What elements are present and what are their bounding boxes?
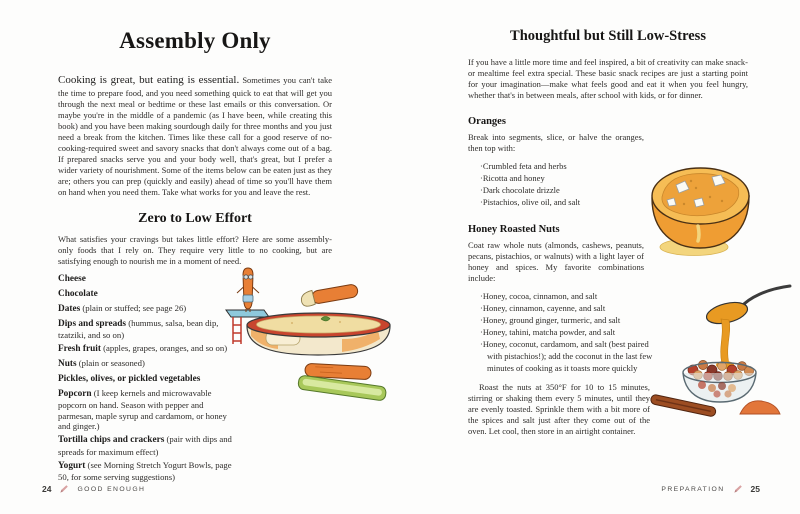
food-detail: (hummus, salsa, bean dip, tzatziki, and so on) <box>58 317 219 341</box>
list-item <box>58 373 240 385</box>
list-item <box>58 388 240 432</box>
intro-paragraph: If you have a little more time and feel inspired, a bit of creativity can make snack- or mealtime feel extra special. These basic snack recipes are just a starting point for your imagination—make what feels good and eat it when you feel hungry, whether that's in between meals, after school with kids, or for dinner. <box>468 57 748 101</box>
carrot-hummus-pool-illustration <box>220 262 394 404</box>
page-title: Assembly Only <box>119 28 271 53</box>
list-item <box>58 318 240 341</box>
hummus-pool <box>247 313 390 355</box>
page-number: 25 <box>750 484 760 494</box>
list-item: · Honey, ground ginger, turmeric, and salt <box>480 314 656 326</box>
spice-pile <box>740 401 780 414</box>
celery-stick <box>298 375 387 401</box>
honey-spoon <box>704 286 790 369</box>
subsection-title-oranges: Oranges <box>468 116 506 128</box>
food-name: Fresh fruit <box>58 344 101 355</box>
pencil-icon <box>733 484 743 494</box>
left-page-footer <box>42 484 145 494</box>
list-item <box>58 460 240 483</box>
food-name: Tortilla chips and crackers <box>58 435 165 446</box>
list-item: · Honey, coconut, cardamom, and salt (best paired with pistachios!); add the coconut in the last few minutes of cooking as it toasts more quickly <box>480 338 656 374</box>
list-item <box>58 343 240 355</box>
swim-trunks <box>243 295 253 302</box>
carrot-character <box>237 268 259 312</box>
orange-half <box>652 168 749 248</box>
running-chapter-title: PREPARATION <box>661 485 725 493</box>
food-name: Yogurt <box>58 460 86 471</box>
food-detail: (plain or stuffed; see page 26) <box>82 302 187 313</box>
right-page-footer <box>661 484 760 494</box>
honey-roasted-nuts-illustration <box>644 280 794 422</box>
section-intro: What satisfies your cravings but takes little effort? Here are some assembly-only foods that I rely on. They require very little to no cooking, but are satisfying enough to nourish me in a moment of need. <box>58 234 332 267</box>
list-item: · Pistachios, olive oil, and salt <box>480 196 656 208</box>
subsection-title-honey-roasted-nuts: Honey Roasted Nuts <box>468 223 560 235</box>
section-title: Zero to Low Effort <box>138 211 252 227</box>
honey-nuts-intro: Coat raw whole nuts (almonds, cashews, peanuts, pecans, pistachios, or walnuts) with a light layer of honey and spices. My favorite combinations include: <box>468 239 644 283</box>
roasting-instructions: Roast the nuts at 350°F for 10 to 15 minutes, stirring or shaking them every 5 minutes, until they are evenly toasted. Sprinkle them with a bit more of the spices and salt just after they come out of the oven. Let cool, then store in an airtight container. <box>468 382 650 437</box>
intro-body-text: Sometimes you can't take the time to prepare food, and you need something quick to eat that will get you through the next meal or bedtime or these last emails or this conversation. Or maybe you're in the middle of a pandemic (as I have been, while creating this book) and you have been making sourdough daily for three months and you just need a break from the kitchen. Times like these call for a good reserve of no-cooking-required sweet and savory snacks that don't always come out of a bag. If prepared snacks serve you and your body well, that's great, but I prefer a wider variety of nourishment. Some of the items below can be eaten just as they are; others you can prep (quickly and easily) ahead of time so you'll have them on hand when you need them. Take what works for you and leave the rest. <box>58 75 333 198</box>
honey-nuts-combinations-list <box>468 290 656 374</box>
list-item <box>58 358 240 370</box>
intro-paragraph <box>58 73 332 198</box>
food-name: Popcorn <box>58 388 92 399</box>
list-item: · Honey, cocoa, cinnamon, and salt <box>480 290 656 302</box>
list-item: · Honey, cinnamon, cayenne, and salt <box>480 302 656 314</box>
nut-bowl <box>683 360 756 402</box>
oranges-intro: Break into segments, slice, or halve the oranges, then top with: <box>468 132 644 154</box>
list-item <box>58 273 240 285</box>
food-detail: (I keep kernels and microwavable popcorn on hand. Season with pepper and parmesan, maple syrup and cardamom, or honey and ginger.) <box>58 387 227 432</box>
list-item: · Crumbled feta and herbs <box>480 160 656 172</box>
left-page-content <box>58 28 332 485</box>
food-name: Cheese <box>58 274 86 285</box>
list-item <box>58 434 240 457</box>
food-name: Chocolate <box>58 289 98 300</box>
running-book-title: GOOD ENOUGH <box>77 485 146 493</box>
food-list <box>58 273 240 482</box>
food-name: Pickles, olives, or pickled vegetables <box>58 373 201 384</box>
food-detail: (plain or seasoned) <box>78 357 145 368</box>
pencil-icon <box>59 484 69 494</box>
food-name: Dips and spreads <box>58 318 127 329</box>
food-name: Dates <box>58 303 81 314</box>
list-item <box>58 303 240 315</box>
list-item: · Honey, tahini, matcha powder, and salt <box>480 326 656 338</box>
food-name: Nuts <box>58 358 77 369</box>
honey-stream <box>721 319 730 364</box>
oranges-toppings-list <box>468 160 656 208</box>
dipped-carrot <box>300 283 359 308</box>
food-detail: (see Morning Stretch Yogurt Bowls, page 50, for some serving suggestions) <box>58 459 232 483</box>
list-item: · Dark chocolate drizzle <box>480 184 656 196</box>
orange-with-feta-illustration <box>636 148 768 262</box>
list-item: · Ricotta and honey <box>480 172 656 184</box>
page-title: Thoughtful but Still Low-Stress <box>510 28 706 44</box>
food-detail: (apples, grapes, oranges, and so on) <box>103 343 228 354</box>
page-number: 24 <box>42 484 52 494</box>
food-detail: (pair with dips and spreads for maximum effect) <box>58 434 232 457</box>
intro-lead-sentence: Cooking is great, but eating is essential. <box>58 74 240 87</box>
list-item <box>58 288 240 300</box>
